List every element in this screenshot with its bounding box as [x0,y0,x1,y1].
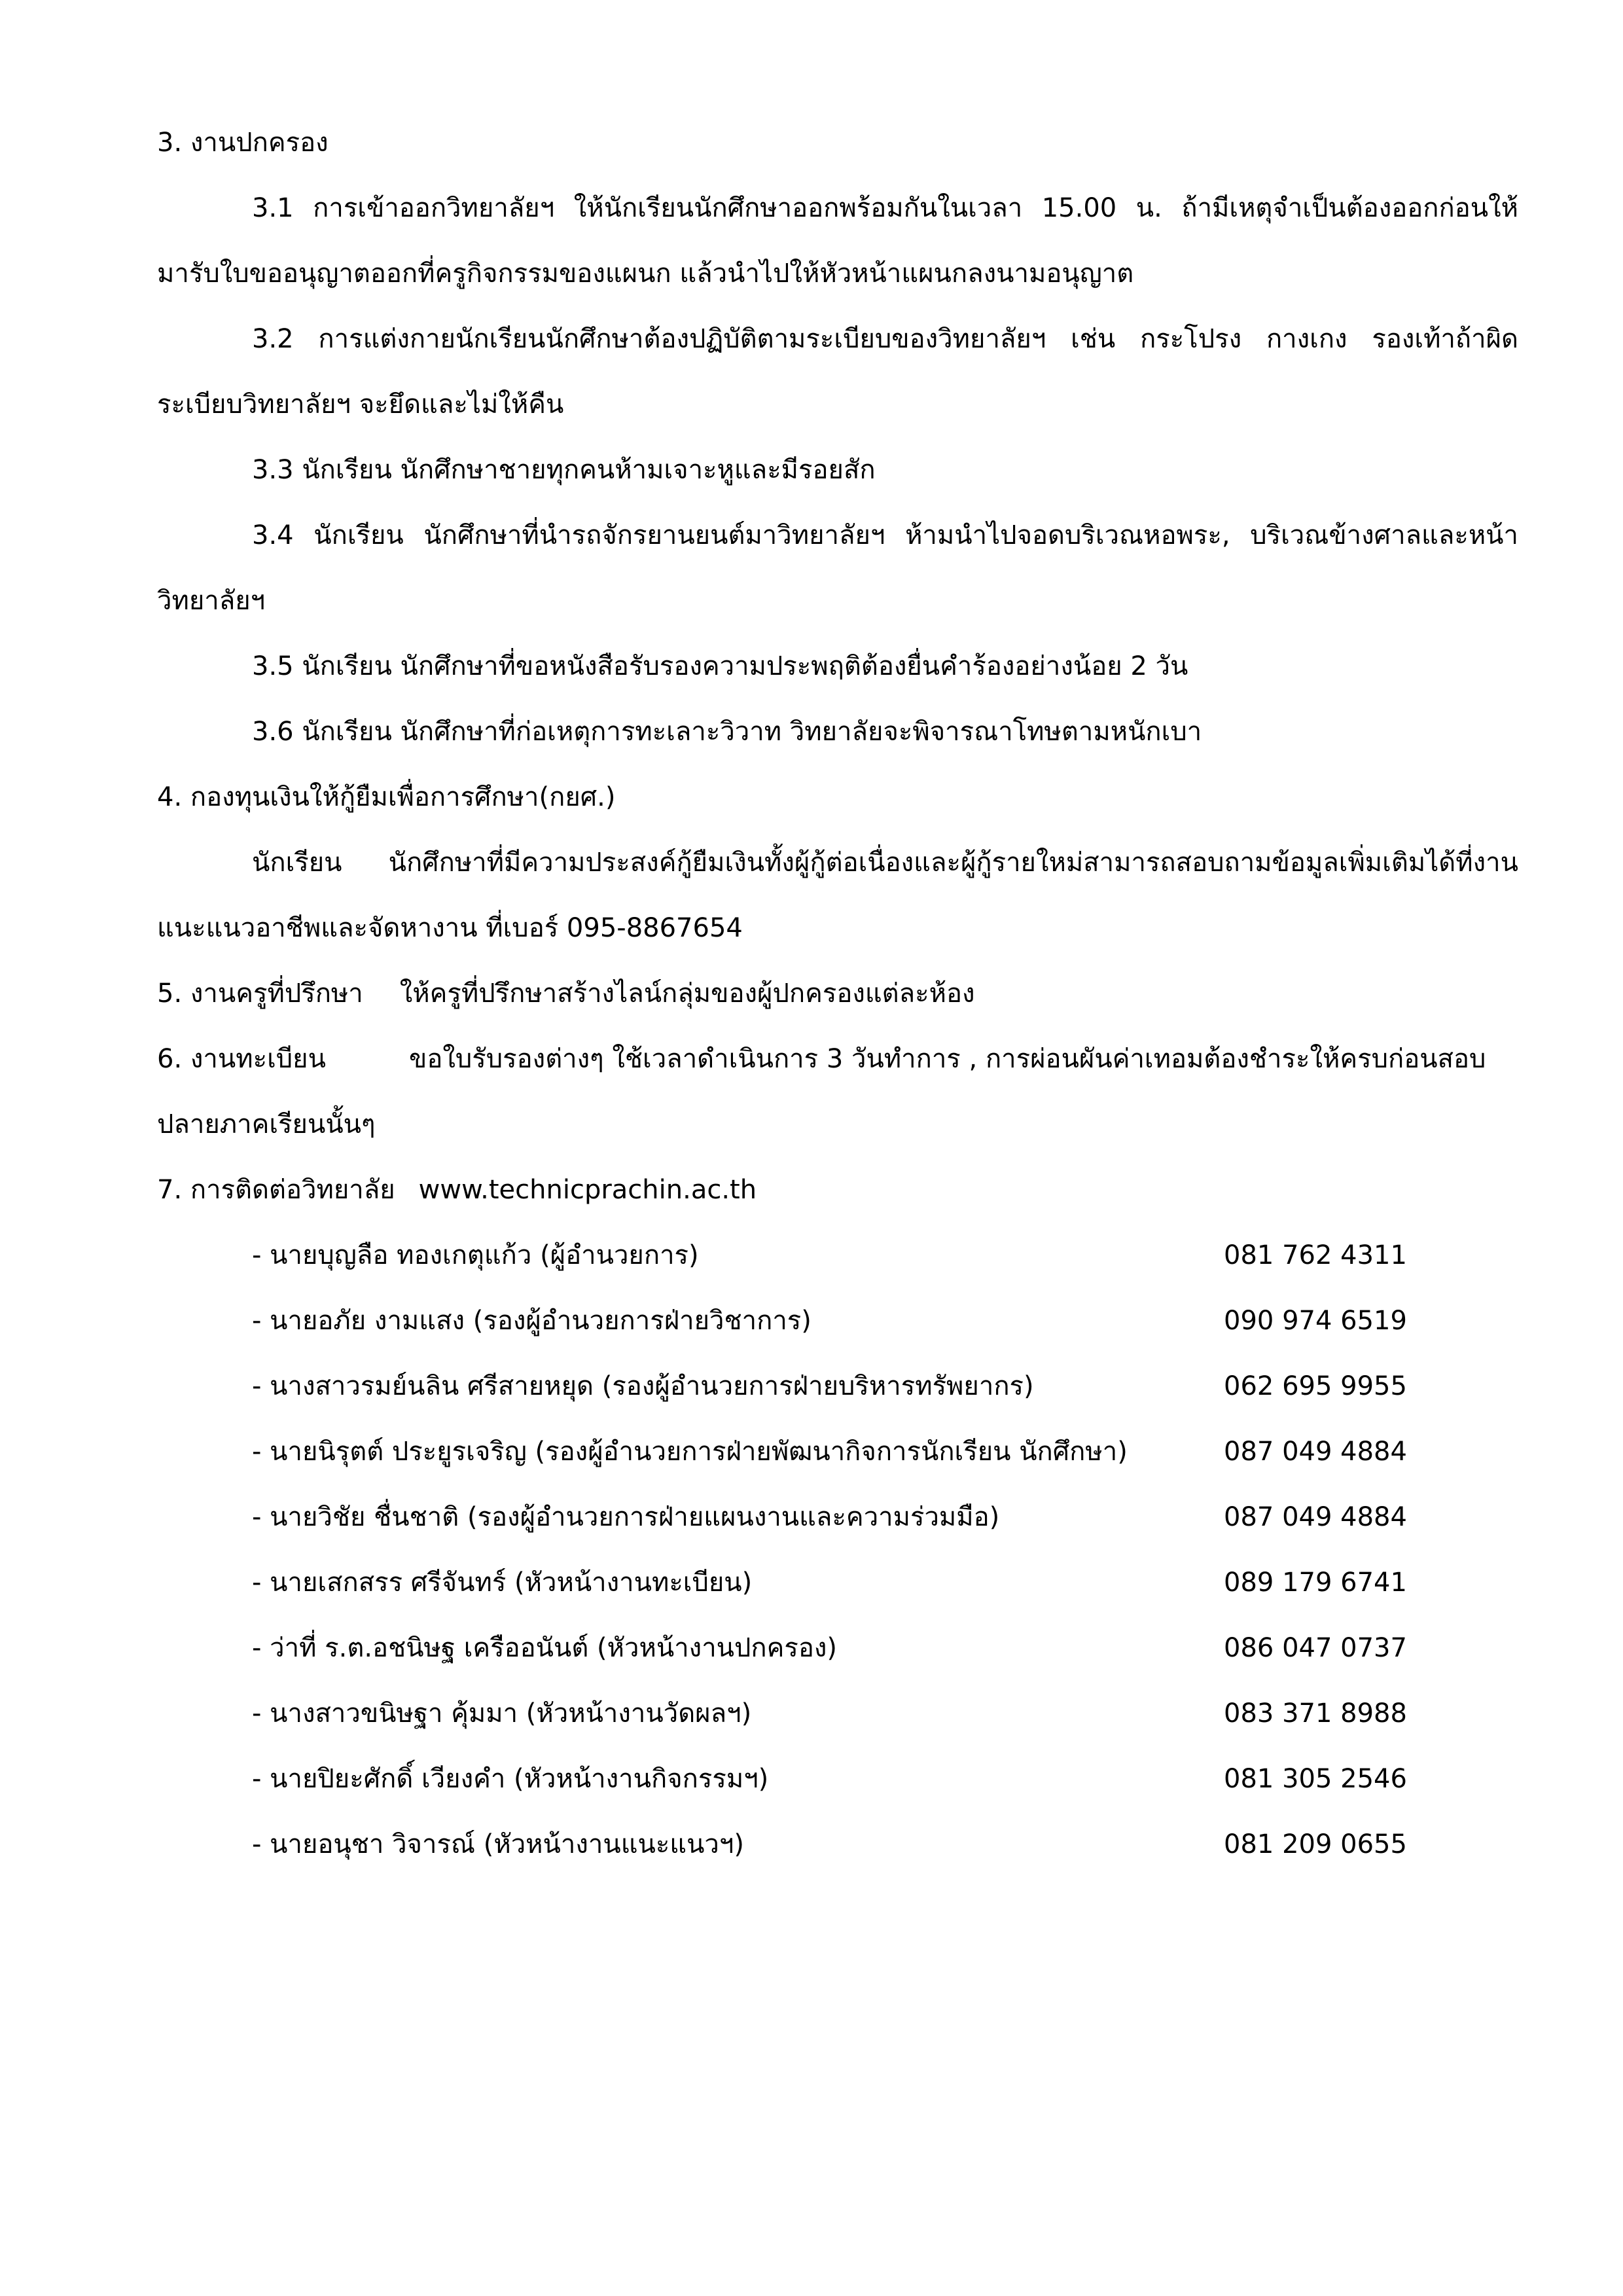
section-5-text: ให้ครูที่ปรึกษาสร้างไลน์กลุ่มของผู้ปกครองแต่ละห้อง [399,978,975,1009]
contact-phone: 090 974 6519 [1224,1306,1407,1336]
contact-row [252,1695,1420,1732]
contact-name: - ว่าที่ ร.ต.อชนิษฐ เครืออนันต์ (หัวหน้างานปกครอง) [252,1633,838,1663]
contact-row [252,1499,1420,1535]
contact-phone: 062 695 9955 [1224,1371,1407,1401]
section-6-heading: 6. งานทะเบียน [157,1044,326,1074]
contact-row [252,1564,1420,1601]
college-website-link[interactable]: www.technicprachin.ac.th [418,1175,757,1205]
contact-phone: 083 371 8988 [1224,1698,1407,1729]
contact-row [252,1761,1420,1797]
contact-row [252,1630,1420,1666]
contact-phone: 087 049 4884 [1224,1502,1407,1532]
item-3-1-line-1: 3.1 การเข้าออกวิทยาลัยฯ ให้นักเรียนนักศึกษาออกพร้อมกันในเวลา 15.00 น. ถ้ามีเหตุจำเป็นต้องออกก่อนให้ [252,193,1518,223]
section-7-heading: 7. การติดต่อวิทยาลัย [157,1175,395,1205]
contact-name: - นายวิชัย ชื่นชาติ (รองผู้อำนวยการฝ่ายแผนงานและความร่วมมือ) [252,1502,1000,1532]
section-3-heading: 3. งานปกครอง [157,128,329,158]
contact-phone: 087 049 4884 [1224,1437,1407,1467]
contact-row [252,1826,1420,1863]
section-6-row [157,1041,1518,1077]
contact-row [252,1302,1420,1339]
item-3-6: 3.6 นักเรียน นักศึกษาที่ก่อเหตุการทะเลาะวิวาท วิทยาลัยจะพิจารณาโทษตามหนักเบา [252,717,1202,747]
contact-phone: 081 305 2546 [1224,1764,1407,1794]
item-3-2-line-1: 3.2 การแต่งกายนักเรียนนักศึกษาต้องปฏิบัติตามระเบียบของวิทยาลัยฯ เช่น กระโปรง กางเกง รองเท้าถ้าผิด [252,324,1518,354]
section-4-line-1: นักเรียน นักศึกษาที่มีความประสงค์กู้ยืมเงินทั้งผู้กู้ต่อเนื่องและผู้กู้รายใหม่สามารถสอบถามข้อมูลเพิ่มเติมได้ที่งาน [252,848,1518,878]
contact-name: - นายอภัย งามแสง (รองผู้อำนวยการฝ่ายวิชาการ) [252,1306,812,1336]
contact-name: - นางสาวขนิษฐา คุ้มมา (หัวหน้างานวัดผลฯ) [252,1698,752,1729]
contact-name: - นายนิรุตต์ ประยูรเจริญ (รองผู้อำนวยการฝ่ายพัฒนากิจการนักเรียน นักศึกษา) [252,1437,1128,1467]
contact-phone: 089 179 6741 [1224,1568,1407,1598]
contact-phone: 081 209 0655 [1224,1829,1407,1859]
item-3-1-line-2: มารับใบขออนุญาตออกที่ครูกิจกรรมของแผนก แล้วนำไปให้หัวหน้าแผนกลงนามอนุญาต [157,259,1134,289]
contact-name: - นางสาวรมย์นลิน ศรีสายหยุด (รองผู้อำนวยการฝ่ายบริหารทรัพยากร) [252,1371,1034,1401]
section-6-line-1: ขอใบรับรองต่างๆ ใช้เวลาดำเนินการ 3 วันทำการ , การผ่อนผันค่าเทอมต้องชำระให้ครบก่อนสอบ [409,1044,1486,1074]
item-3-5: 3.5 นักเรียน นักศึกษาที่ขอหนังสือรับรองความประพฤติต้องยื่นคำร้องอย่างน้อย 2 วัน [252,651,1188,681]
section-4-heading: 4. กองทุนเงินให้กู้ยืมเพื่อการศึกษา(กยศ.) [157,782,616,812]
contact-name: - นายอนุชา วิจารณ์ (หัวหน้างานแนะแนวฯ) [252,1829,744,1859]
item-3-4-line-2: วิทยาลัยฯ [157,586,266,616]
contact-row [252,1237,1420,1274]
contact-name: - นายเสกสรร ศรีจันทร์ (หัวหน้างานทะเบียน) [252,1568,753,1598]
section-4-line-2: แนะแนวอาชีพและจัดหางาน ที่เบอร์ 095-8867654 [157,913,743,943]
contact-name: - นายปิยะศักดิ์ เวียงคำ (หัวหน้างานกิจกรรมฯ) [252,1764,769,1794]
contact-row [252,1433,1420,1470]
item-3-4-line-1: 3.4 นักเรียน นักศึกษาที่นำรถจักรยานยนต์มาวิทยาลัยฯ ห้ามนำไปจอดบริเวณหอพระ, บริเวณข้างศาลและหน้า [252,520,1518,550]
section-7-row [157,1172,1518,1208]
contact-phone: 086 047 0737 [1224,1633,1407,1663]
contact-phone: 081 762 4311 [1224,1240,1407,1270]
contact-row [252,1368,1420,1405]
section-5-heading: 5. งานครูที่ปรึกษา [157,978,363,1009]
section-5-row [157,975,1518,1012]
contact-name: - นายบุญลือ ทองเกตุแก้ว (ผู้อำนวยการ) [252,1240,699,1270]
section-6-line-2: ปลายภาคเรียนนั้นๆ [157,1109,376,1139]
item-3-3: 3.3 นักเรียน นักศึกษาชายทุกคนห้ามเจาะหูและมีรอยสัก [252,455,876,485]
item-3-2-line-2: ระเบียบวิทยาลัยฯ จะยึดและไม่ให้คืน [157,389,564,420]
